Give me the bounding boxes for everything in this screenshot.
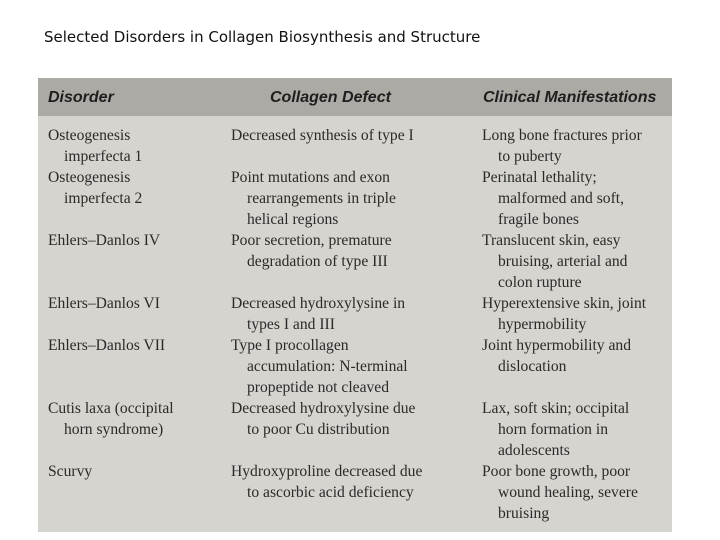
- cell-line: Point mutations and exon: [231, 169, 390, 186]
- defect-cell: [231, 230, 479, 272]
- manifestations-cell: [482, 125, 672, 167]
- cell-line: hypermobility: [498, 316, 587, 333]
- manifestations-cell: [482, 167, 672, 230]
- cell-line: fragile bones: [498, 211, 579, 228]
- cell-line: bruising, arterial and: [498, 253, 628, 270]
- header-disorder: Disorder: [48, 89, 114, 106]
- defect-cell: [231, 293, 479, 335]
- cell-line: Decreased hydroxylysine in: [231, 295, 406, 312]
- disorder-cell: [48, 125, 228, 167]
- cell-line: Joint hypermobility and: [482, 337, 631, 354]
- slide-title: Selected Disorders in Collagen Biosynthesis and Structure: [44, 28, 481, 46]
- defect-cell: [231, 167, 479, 230]
- cell-line: types I and III: [247, 316, 335, 333]
- collagen-disorders-table: [38, 78, 672, 532]
- defect-cell: [231, 398, 479, 440]
- cell-line: Long bone fractures prior: [482, 127, 642, 144]
- table-header: [38, 78, 672, 116]
- disorder-cell: [48, 230, 228, 251]
- cell-line: Decreased hydroxylysine due: [231, 400, 416, 417]
- manifestations-cell: [482, 398, 672, 461]
- defect-cell: [231, 335, 479, 398]
- cell-line: Ehlers–Danlos VI: [48, 295, 160, 312]
- cell-line: rearrangements in triple: [247, 190, 396, 207]
- cell-line: wound healing, severe: [498, 484, 638, 501]
- cell-line: Hyperextensive skin, joint: [482, 295, 647, 312]
- cell-line: Hydroxyproline decreased due: [231, 463, 423, 480]
- cell-line: helical regions: [247, 211, 339, 228]
- defect-cell: [231, 125, 479, 146]
- cell-line: propeptide not cleaved: [247, 379, 390, 396]
- cell-line: horn syndrome): [64, 421, 164, 438]
- cell-line: imperfecta 2: [64, 190, 143, 207]
- cell-line: colon rupture: [498, 274, 582, 291]
- cell-line: Cutis laxa (occipital: [48, 400, 174, 417]
- manifestations-cell: [482, 230, 672, 293]
- cell-line: Scurvy: [48, 463, 93, 480]
- cell-line: Type I procollagen: [231, 337, 349, 354]
- cell-line: to ascorbic acid deficiency: [247, 484, 414, 501]
- cell-line: Ehlers–Danlos IV: [48, 232, 161, 249]
- manifestations-cell: [482, 461, 672, 524]
- cell-line: accumulation: N-terminal: [247, 358, 408, 375]
- cell-line: bruising: [498, 505, 550, 522]
- cell-line: degradation of type III: [247, 253, 388, 270]
- header-collagen-defect: Collagen Defect: [270, 89, 391, 106]
- cell-line: Translucent skin, easy: [482, 232, 621, 249]
- cell-line: dislocation: [498, 358, 567, 375]
- manifestations-cell: [482, 293, 672, 335]
- defect-cell: [231, 461, 479, 503]
- disorder-cell: [48, 398, 228, 440]
- manifestations-cell: [482, 335, 672, 377]
- cell-line: malformed and soft,: [498, 190, 625, 207]
- cell-line: Perinatal lethality;: [482, 169, 597, 186]
- cell-line: imperfecta 1: [64, 148, 143, 165]
- cell-line: to puberty: [498, 148, 562, 165]
- disorder-cell: [48, 293, 228, 314]
- cell-line: Decreased synthesis of type I: [231, 127, 414, 144]
- cell-line: to poor Cu distribution: [247, 421, 390, 438]
- cell-line: horn formation in: [498, 421, 609, 438]
- header-clinical-manifestations: Clinical Manifestations: [483, 89, 657, 106]
- disorder-cell: [48, 167, 228, 209]
- cell-line: Poor bone growth, poor: [482, 463, 631, 480]
- cell-line: Ehlers–Danlos VII: [48, 337, 166, 354]
- cell-line: Osteogenesis: [48, 127, 131, 144]
- disorder-cell: [48, 461, 228, 482]
- disorder-cell: [48, 335, 228, 356]
- cell-line: Osteogenesis: [48, 169, 131, 186]
- cell-line: adolescents: [498, 442, 570, 459]
- cell-line: Lax, soft skin; occipital: [482, 400, 630, 417]
- cell-line: Poor secretion, premature: [231, 232, 392, 249]
